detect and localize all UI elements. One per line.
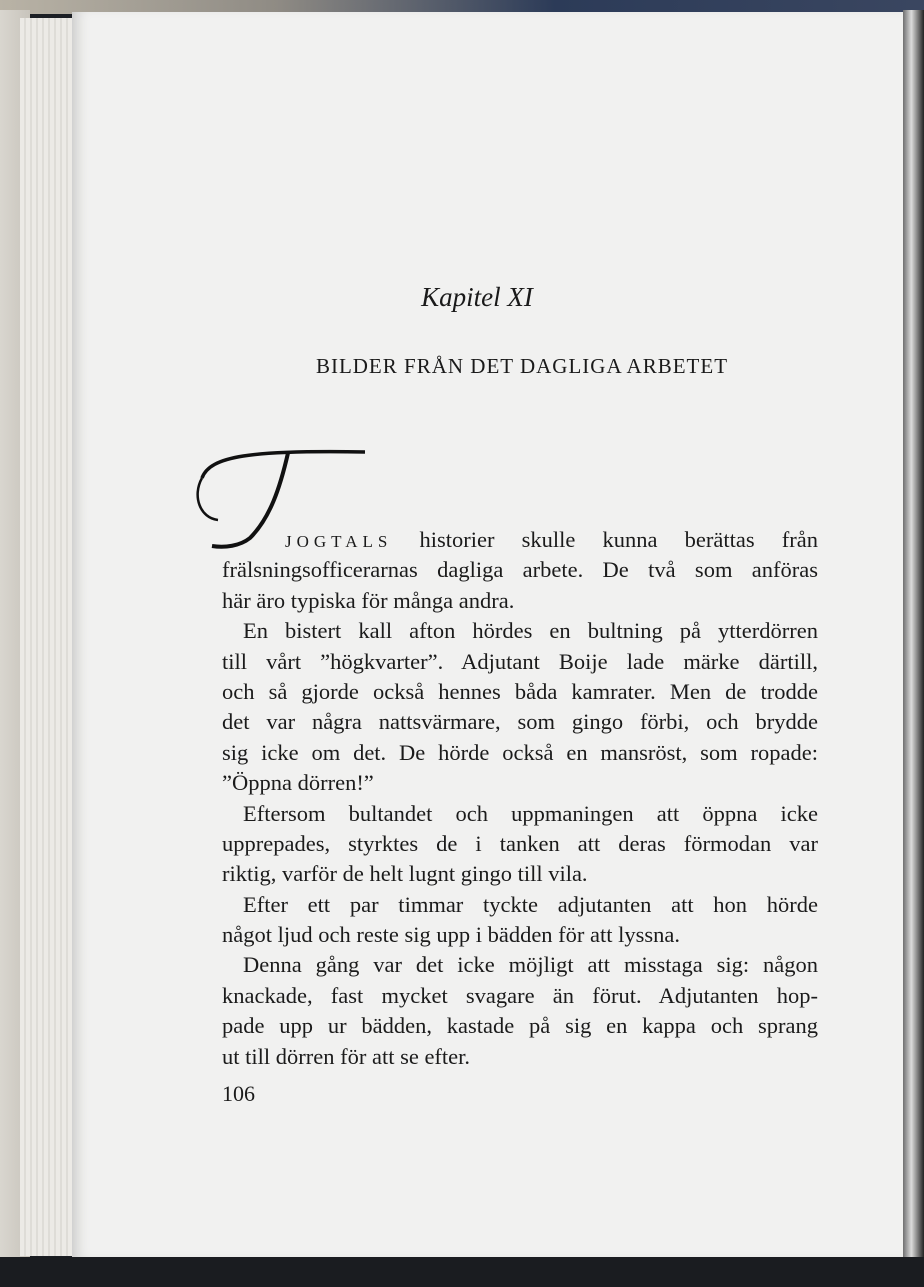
chapter-title: Kapitel XI [421,282,533,312]
text-line: till vårt ”högkvarter”. Adjutant Boije lade märke därtill, [222,648,818,674]
text-line: det var några nattsvärmare, som gingo förbi, och brydde [222,709,818,735]
text-line: Eftersom bultandet och uppmaningen att öppna icke [243,800,818,826]
section-heading: BILDER FRÅN DET DAGLIGA ARBETET [315,354,729,378]
text-line: Efter ett par timmar tyckte adjutanten att hon hörde [243,891,818,917]
text-line: upprepades, styrktes de i tanken att deras förmodan var [222,830,818,856]
text-line: En bistert kall afton hördes en bultning på ytterdörren [243,618,818,644]
text-line: riktig, varför de helt lugnt gingo till vila. [222,861,588,887]
text-line: ut till dörren för att se efter. [222,1043,471,1069]
text-line: knackade, fast mycket svagare än förut. Adjutanten hop- [222,982,818,1008]
first-word-smallcaps: JOGTALS [285,532,393,551]
text-line: frälsningsofficerarnas dagliga arbete. De två som anföras [222,557,818,583]
text-line: ”Öppna dörren!” [222,770,374,796]
text-line: pade upp ur bädden, kastade på sig en kappa och sprang [222,1013,818,1039]
line-text: historier skulle kunna berättas från [419,527,818,552]
text-line: Denna gång var det icke möjligt att misstaga sig: någon [243,952,818,978]
page-number: 106 [222,1081,255,1106]
text-line: sig icke om det. De hörde också en mansröst, som ropade: [222,739,818,765]
text-line [222,525,818,555]
text-line: och så gjorde också hennes båda kamrater. Men de trodde [222,678,818,704]
text-line: något ljud och reste sig upp i bädden för att lyssna. [222,922,681,948]
page-stack-edges [20,18,80,1256]
background-bottom [0,1257,924,1287]
text-line: här äro typiska för många andra. [222,587,515,613]
book-gutter-right [903,10,924,1270]
body-text [222,525,818,1072]
